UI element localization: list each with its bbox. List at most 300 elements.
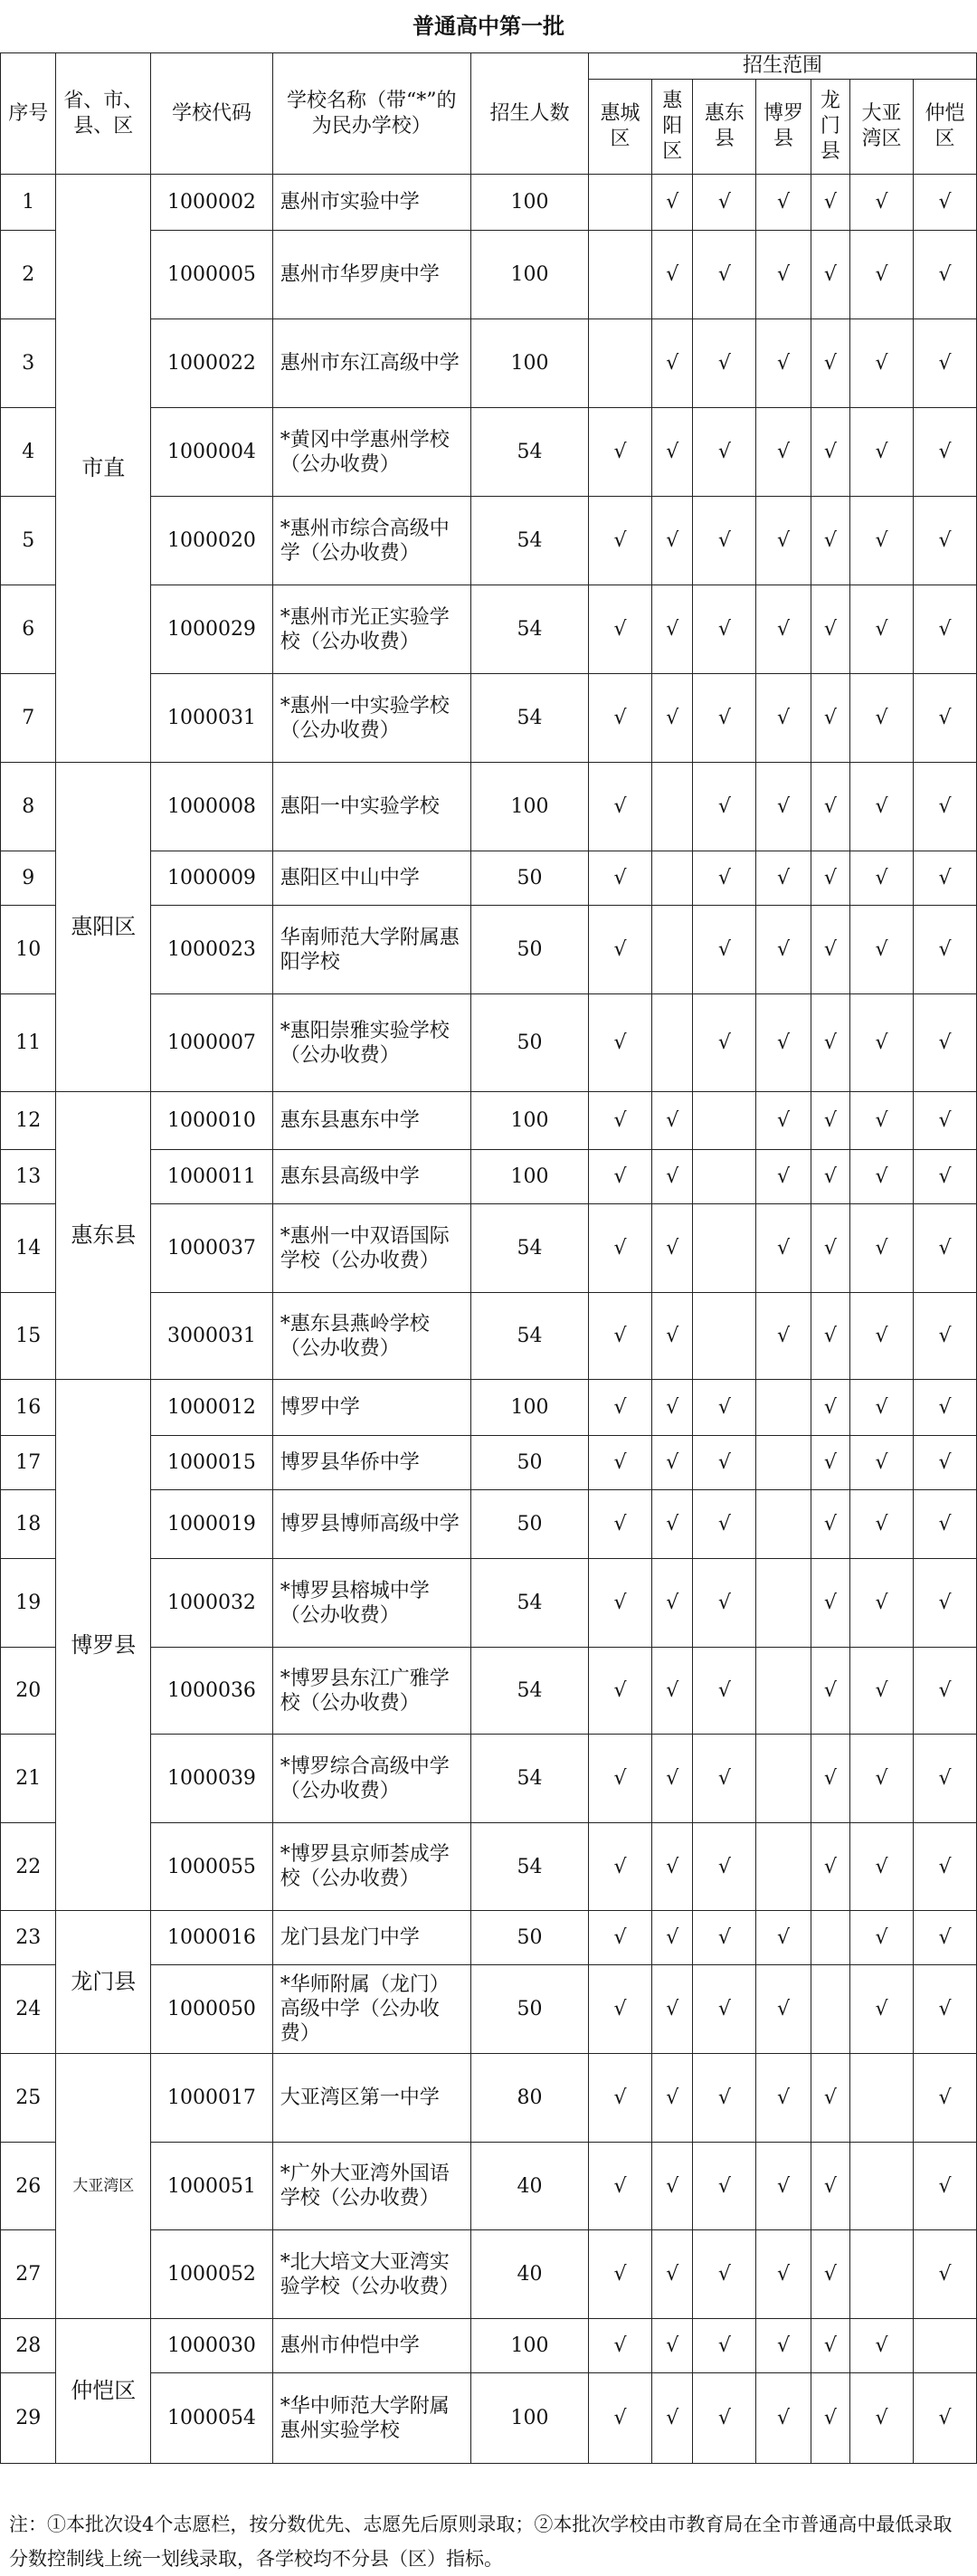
quota-cell: 54 <box>470 585 588 674</box>
seq-cell: 20 <box>1 1648 56 1735</box>
code-cell: 1000008 <box>151 763 272 851</box>
scope-cell-5: √ <box>811 1823 849 1911</box>
quota-cell: 100 <box>470 1092 588 1150</box>
scope-cell-3: √ <box>693 1911 756 1965</box>
seq-cell: 22 <box>1 1823 56 1911</box>
scope-cell-6: √ <box>850 1150 914 1204</box>
scope-cell-6: √ <box>850 2319 914 2373</box>
scope-cell-5: √ <box>811 2373 849 2464</box>
scope-cell-4: √ <box>756 2373 811 2464</box>
scope-cell-1: √ <box>589 2054 652 2143</box>
header-area-3: 惠东县 <box>693 80 756 175</box>
quota-cell: 100 <box>470 1380 588 1436</box>
scope-cell-2 <box>651 906 693 994</box>
scope-cell-4: √ <box>756 408 811 497</box>
school-name-cell: *博罗县京师荟成学校（公办收费） <box>272 1823 470 1911</box>
scope-cell-4: √ <box>756 319 811 408</box>
scope-cell-7: √ <box>913 1293 976 1380</box>
school-name-cell: *惠州市综合高级中学（公办收费） <box>272 497 470 585</box>
scope-cell-5: √ <box>811 1092 849 1150</box>
scope-cell-3: √ <box>693 497 756 585</box>
header-scope: 招生范围 <box>589 53 977 80</box>
scope-cell-5: √ <box>811 1436 849 1490</box>
scope-cell-5: √ <box>811 2143 849 2230</box>
scope-cell-6: √ <box>850 1293 914 1380</box>
scope-cell-1: √ <box>589 2319 652 2373</box>
quota-cell: 54 <box>470 1559 588 1648</box>
scope-cell-6: √ <box>850 1823 914 1911</box>
code-cell: 1000012 <box>151 1380 272 1436</box>
scope-cell-4: √ <box>756 585 811 674</box>
scope-cell-1: √ <box>589 1490 652 1559</box>
scope-cell-3: √ <box>693 1490 756 1559</box>
quota-cell: 50 <box>470 851 588 906</box>
table-row <box>1 1092 977 1150</box>
header-code: 学校代码 <box>151 53 272 175</box>
scope-cell-6: √ <box>850 1735 914 1823</box>
scope-cell-2: √ <box>651 2143 693 2230</box>
code-cell: 1000050 <box>151 1965 272 2054</box>
scope-cell-3: √ <box>693 2319 756 2373</box>
seq-cell: 10 <box>1 906 56 994</box>
school-name-cell: 博罗中学 <box>272 1380 470 1436</box>
code-cell: 1000015 <box>151 1436 272 1490</box>
seq-cell: 16 <box>1 1380 56 1436</box>
seq-cell: 13 <box>1 1150 56 1204</box>
school-name-cell: *黄冈中学惠州学校（公办收费） <box>272 408 470 497</box>
scope-cell-1: √ <box>589 851 652 906</box>
scope-cell-3: √ <box>693 1559 756 1648</box>
scope-cell-2: √ <box>651 1965 693 2054</box>
scope-cell-5 <box>811 1911 849 1965</box>
seq-cell: 1 <box>1 175 56 231</box>
scope-cell-4: √ <box>756 2054 811 2143</box>
code-cell: 1000054 <box>151 2373 272 2464</box>
scope-cell-5: √ <box>811 1735 849 1823</box>
seq-cell: 19 <box>1 1559 56 1648</box>
scope-cell-6 <box>850 2230 914 2319</box>
code-cell: 1000032 <box>151 1559 272 1648</box>
scope-cell-2: √ <box>651 585 693 674</box>
school-name-cell: *惠阳崇雅实验学校（公办收费） <box>272 994 470 1092</box>
table-row <box>1 1380 977 1436</box>
school-name-cell: *惠州一中双语国际学校（公办收费） <box>272 1204 470 1293</box>
scope-cell-1: √ <box>589 994 652 1092</box>
scope-cell-7: √ <box>913 994 976 1092</box>
scope-cell-6: √ <box>850 851 914 906</box>
table-row <box>1 1911 977 1965</box>
scope-cell-6: √ <box>850 497 914 585</box>
scope-cell-1: √ <box>589 1823 652 1911</box>
school-name-cell: *广外大亚湾外国语学校（公办收费） <box>272 2143 470 2230</box>
scope-cell-1 <box>589 175 652 231</box>
seq-cell: 3 <box>1 319 56 408</box>
region-cell: 惠东县 <box>56 1092 151 1380</box>
scope-cell-6: √ <box>850 175 914 231</box>
scope-cell-4: √ <box>756 2230 811 2319</box>
scope-cell-1: √ <box>589 1092 652 1150</box>
scope-cell-6: √ <box>850 2373 914 2464</box>
scope-cell-1: √ <box>589 674 652 763</box>
quota-cell: 100 <box>470 231 588 319</box>
scope-cell-2: √ <box>651 1092 693 1150</box>
scope-cell-1: √ <box>589 1911 652 1965</box>
scope-cell-3: √ <box>693 231 756 319</box>
scope-cell-4 <box>756 1380 811 1436</box>
scope-cell-4: √ <box>756 1911 811 1965</box>
scope-cell-3: √ <box>693 1823 756 1911</box>
scope-cell-5: √ <box>811 674 849 763</box>
seq-cell: 7 <box>1 674 56 763</box>
scope-cell-5: √ <box>811 1380 849 1436</box>
school-name-cell: 华南师范大学附属惠阳学校 <box>272 906 470 994</box>
school-name-cell: 博罗县博师高级中学 <box>272 1490 470 1559</box>
scope-cell-7: √ <box>913 1436 976 1490</box>
scope-cell-7: √ <box>913 1092 976 1150</box>
scope-cell-5 <box>811 1965 849 2054</box>
seq-cell: 11 <box>1 994 56 1092</box>
scope-cell-1: √ <box>589 1735 652 1823</box>
scope-cell-7: √ <box>913 763 976 851</box>
scope-cell-1 <box>589 319 652 408</box>
seq-cell: 9 <box>1 851 56 906</box>
scope-cell-7: √ <box>913 1204 976 1293</box>
scope-cell-3 <box>693 1204 756 1293</box>
seq-cell: 6 <box>1 585 56 674</box>
scope-cell-3: √ <box>693 906 756 994</box>
code-cell: 1000009 <box>151 851 272 906</box>
school-name-cell: *华师附属（龙门）高级中学（公办收费） <box>272 1965 470 2054</box>
header-area-7: 仲恺区 <box>913 80 976 175</box>
scope-cell-6: √ <box>850 1911 914 1965</box>
scope-cell-1: √ <box>589 1648 652 1735</box>
scope-cell-5: √ <box>811 1204 849 1293</box>
scope-cell-7: √ <box>913 1823 976 1911</box>
scope-cell-5: √ <box>811 1150 849 1204</box>
scope-cell-5: √ <box>811 319 849 408</box>
quota-cell: 50 <box>470 1965 588 2054</box>
scope-cell-1: √ <box>589 1436 652 1490</box>
scope-cell-5: √ <box>811 851 849 906</box>
code-cell: 1000005 <box>151 231 272 319</box>
scope-cell-1: √ <box>589 1293 652 1380</box>
scope-cell-3: √ <box>693 2373 756 2464</box>
scope-cell-1: √ <box>589 1380 652 1436</box>
scope-cell-1: √ <box>589 2143 652 2230</box>
code-cell: 1000017 <box>151 2054 272 2143</box>
scope-cell-7: √ <box>913 1911 976 1965</box>
scope-cell-5: √ <box>811 2054 849 2143</box>
code-cell: 1000019 <box>151 1490 272 1559</box>
scope-cell-6 <box>850 2143 914 2230</box>
quota-cell: 54 <box>470 1204 588 1293</box>
code-cell: 1000055 <box>151 1823 272 1911</box>
school-name-cell: *惠东县燕岭学校（公办收费） <box>272 1293 470 1380</box>
scope-cell-2: √ <box>651 497 693 585</box>
school-name-cell: *华中师范大学附属惠州实验学校 <box>272 2373 470 2464</box>
scope-cell-2: √ <box>651 1150 693 1204</box>
seq-cell: 8 <box>1 763 56 851</box>
scope-cell-5: √ <box>811 1293 849 1380</box>
scope-cell-7: √ <box>913 2373 976 2464</box>
scope-cell-7: √ <box>913 175 976 231</box>
scope-cell-7: √ <box>913 1559 976 1648</box>
scope-cell-6: √ <box>850 1648 914 1735</box>
scope-cell-1: √ <box>589 763 652 851</box>
school-name-cell: 大亚湾区第一中学 <box>272 2054 470 2143</box>
scope-cell-1: √ <box>589 1150 652 1204</box>
scope-cell-6: √ <box>850 763 914 851</box>
scope-cell-3 <box>693 1293 756 1380</box>
scope-cell-1: √ <box>589 585 652 674</box>
scope-cell-6: √ <box>850 1436 914 1490</box>
scope-cell-4: √ <box>756 994 811 1092</box>
scope-cell-3: √ <box>693 994 756 1092</box>
scope-cell-4: √ <box>756 2319 811 2373</box>
scope-cell-7: √ <box>913 1490 976 1559</box>
scope-cell-2: √ <box>651 2054 693 2143</box>
scope-cell-6 <box>850 2054 914 2143</box>
scope-cell-4: √ <box>756 231 811 319</box>
scope-cell-5: √ <box>811 906 849 994</box>
code-cell: 1000030 <box>151 2319 272 2373</box>
header-area-2: 惠阳区 <box>651 80 693 175</box>
school-name-cell: 惠州市东江高级中学 <box>272 319 470 408</box>
scope-cell-4 <box>756 1436 811 1490</box>
scope-cell-3: √ <box>693 1380 756 1436</box>
quota-cell: 54 <box>470 674 588 763</box>
region-cell: 市直 <box>56 175 151 763</box>
quota-cell: 80 <box>470 2054 588 2143</box>
school-name-cell: 惠阳一中实验学校 <box>272 763 470 851</box>
scope-cell-2: √ <box>651 1490 693 1559</box>
table-row <box>1 175 977 231</box>
scope-cell-3: √ <box>693 175 756 231</box>
scope-cell-4 <box>756 1648 811 1735</box>
scope-cell-7: √ <box>913 231 976 319</box>
header-name: 学校名称（带“*”的为民办学校） <box>272 53 470 175</box>
scope-cell-7: √ <box>913 1150 976 1204</box>
scope-cell-6: √ <box>850 994 914 1092</box>
scope-cell-4: √ <box>756 497 811 585</box>
scope-cell-5: √ <box>811 497 849 585</box>
scope-cell-2: √ <box>651 408 693 497</box>
seq-cell: 21 <box>1 1735 56 1823</box>
scope-cell-5: √ <box>811 1559 849 1648</box>
school-name-cell: 博罗县华侨中学 <box>272 1436 470 1490</box>
quota-cell: 54 <box>470 497 588 585</box>
quota-cell: 100 <box>470 175 588 231</box>
scope-cell-1: √ <box>589 497 652 585</box>
scope-cell-6: √ <box>850 319 914 408</box>
quota-cell: 54 <box>470 408 588 497</box>
code-cell: 1000031 <box>151 674 272 763</box>
scope-cell-1 <box>589 231 652 319</box>
header-area-1: 惠城区 <box>589 80 652 175</box>
region-cell: 大亚湾区 <box>56 2054 151 2319</box>
scope-cell-2 <box>651 851 693 906</box>
school-name-cell: *博罗县榕城中学（公办收费） <box>272 1559 470 1648</box>
scope-cell-1: √ <box>589 408 652 497</box>
scope-cell-6: √ <box>850 1204 914 1293</box>
scope-cell-6: √ <box>850 674 914 763</box>
scope-cell-5: √ <box>811 763 849 851</box>
school-name-cell: *博罗县东江广雅学校（公办收费） <box>272 1648 470 1735</box>
table-row <box>1 2319 977 2373</box>
scope-cell-3 <box>693 1092 756 1150</box>
scope-cell-3: √ <box>693 2230 756 2319</box>
seq-cell: 14 <box>1 1204 56 1293</box>
code-cell: 1000004 <box>151 408 272 497</box>
scope-cell-2: √ <box>651 1911 693 1965</box>
scope-cell-3: √ <box>693 585 756 674</box>
scope-cell-3: √ <box>693 851 756 906</box>
seq-cell: 23 <box>1 1911 56 1965</box>
school-name-cell: 惠东县惠东中学 <box>272 1092 470 1150</box>
header-region: 省、市、县、区 <box>56 53 151 175</box>
header-area-4: 博罗县 <box>756 80 811 175</box>
code-cell: 1000002 <box>151 175 272 231</box>
school-name-cell: *惠州市光正实验学校（公办收费） <box>272 585 470 674</box>
scope-cell-2: √ <box>651 1436 693 1490</box>
table-row <box>1 763 977 851</box>
scope-cell-3: √ <box>693 1648 756 1735</box>
scope-cell-4 <box>756 1490 811 1559</box>
seq-cell: 24 <box>1 1965 56 2054</box>
scope-cell-1: √ <box>589 1204 652 1293</box>
scope-cell-7: √ <box>913 2143 976 2230</box>
scope-cell-2: √ <box>651 2230 693 2319</box>
code-cell: 1000010 <box>151 1092 272 1150</box>
seq-cell: 5 <box>1 497 56 585</box>
scope-cell-4: √ <box>756 1965 811 2054</box>
scope-cell-4 <box>756 1559 811 1648</box>
page-title: 普通高中第一批 <box>0 0 977 53</box>
scope-cell-2: √ <box>651 231 693 319</box>
seq-cell: 18 <box>1 1490 56 1559</box>
quota-cell: 100 <box>470 319 588 408</box>
quota-cell: 100 <box>470 2373 588 2464</box>
enrollment-table <box>0 52 977 2464</box>
scope-cell-2: √ <box>651 1823 693 1911</box>
scope-cell-4: √ <box>756 906 811 994</box>
scope-cell-4: √ <box>756 763 811 851</box>
scope-cell-3: √ <box>693 674 756 763</box>
quota-cell: 50 <box>470 994 588 1092</box>
scope-cell-7: √ <box>913 497 976 585</box>
code-cell: 1000037 <box>151 1204 272 1293</box>
scope-cell-7: √ <box>913 674 976 763</box>
quota-cell: 50 <box>470 906 588 994</box>
scope-cell-2: √ <box>651 2373 693 2464</box>
scope-cell-7: √ <box>913 1965 976 2054</box>
seq-cell: 26 <box>1 2143 56 2230</box>
school-name-cell: *惠州一中实验学校（公办收费） <box>272 674 470 763</box>
quota-cell: 100 <box>470 1150 588 1204</box>
quota-cell: 50 <box>470 1490 588 1559</box>
scope-cell-5: √ <box>811 994 849 1092</box>
scope-cell-3: √ <box>693 2143 756 2230</box>
seq-cell: 29 <box>1 2373 56 2464</box>
school-name-cell: *博罗综合高级中学（公办收费） <box>272 1735 470 1823</box>
school-name-cell: *北大培文大亚湾实验学校（公办收费） <box>272 2230 470 2319</box>
scope-cell-7: √ <box>913 2054 976 2143</box>
scope-cell-5: √ <box>811 408 849 497</box>
region-cell: 仲恺区 <box>56 2319 151 2464</box>
school-name-cell: 惠东县高级中学 <box>272 1150 470 1204</box>
header-area-6: 大亚湾区 <box>850 80 914 175</box>
scope-cell-4: √ <box>756 175 811 231</box>
seq-cell: 4 <box>1 408 56 497</box>
region-cell: 惠阳区 <box>56 763 151 1092</box>
scope-cell-5: √ <box>811 2319 849 2373</box>
quota-cell: 54 <box>470 1293 588 1380</box>
scope-cell-2: √ <box>651 674 693 763</box>
header-quota: 招生人数 <box>470 53 588 175</box>
scope-cell-6: √ <box>850 1092 914 1150</box>
scope-cell-2: √ <box>651 1559 693 1648</box>
scope-cell-5: √ <box>811 231 849 319</box>
scope-cell-4: √ <box>756 1092 811 1150</box>
scope-cell-1: √ <box>589 2373 652 2464</box>
scope-cell-4: √ <box>756 1293 811 1380</box>
scope-cell-2: √ <box>651 1204 693 1293</box>
region-cell: 龙门县 <box>56 1911 151 2054</box>
scope-cell-2: √ <box>651 2319 693 2373</box>
scope-cell-7 <box>913 2319 976 2373</box>
code-cell: 1000051 <box>151 2143 272 2230</box>
quota-cell: 100 <box>470 763 588 851</box>
scope-cell-7: √ <box>913 906 976 994</box>
seq-cell: 28 <box>1 2319 56 2373</box>
scope-cell-7: √ <box>913 1648 976 1735</box>
scope-cell-6: √ <box>850 585 914 674</box>
code-cell: 1000036 <box>151 1648 272 1735</box>
quota-cell: 54 <box>470 1735 588 1823</box>
scope-cell-6: √ <box>850 1490 914 1559</box>
scope-cell-4: √ <box>756 851 811 906</box>
scope-cell-3: √ <box>693 1436 756 1490</box>
scope-cell-5: √ <box>811 1490 849 1559</box>
scope-cell-6: √ <box>850 1965 914 2054</box>
scope-cell-4 <box>756 1823 811 1911</box>
school-name-cell: 惠州市仲恺中学 <box>272 2319 470 2373</box>
seq-cell: 27 <box>1 2230 56 2319</box>
scope-cell-2: √ <box>651 175 693 231</box>
code-cell: 3000031 <box>151 1293 272 1380</box>
scope-cell-6: √ <box>850 1559 914 1648</box>
scope-cell-1: √ <box>589 1559 652 1648</box>
scope-cell-3: √ <box>693 1965 756 2054</box>
scope-cell-2: √ <box>651 1380 693 1436</box>
scope-cell-2: √ <box>651 319 693 408</box>
code-cell: 1000023 <box>151 906 272 994</box>
scope-cell-6: √ <box>850 1380 914 1436</box>
school-name-cell: 惠阳区中山中学 <box>272 851 470 906</box>
region-cell: 博罗县 <box>56 1380 151 1911</box>
header-area-5: 龙门县 <box>811 80 849 175</box>
quota-cell: 40 <box>470 2230 588 2319</box>
seq-cell: 17 <box>1 1436 56 1490</box>
scope-cell-2: √ <box>651 1648 693 1735</box>
code-cell: 1000029 <box>151 585 272 674</box>
scope-cell-7: √ <box>913 2230 976 2319</box>
scope-cell-3: √ <box>693 319 756 408</box>
code-cell: 1000039 <box>151 1735 272 1823</box>
scope-cell-2 <box>651 763 693 851</box>
scope-cell-5: √ <box>811 175 849 231</box>
school-name-cell: 惠州市华罗庚中学 <box>272 231 470 319</box>
